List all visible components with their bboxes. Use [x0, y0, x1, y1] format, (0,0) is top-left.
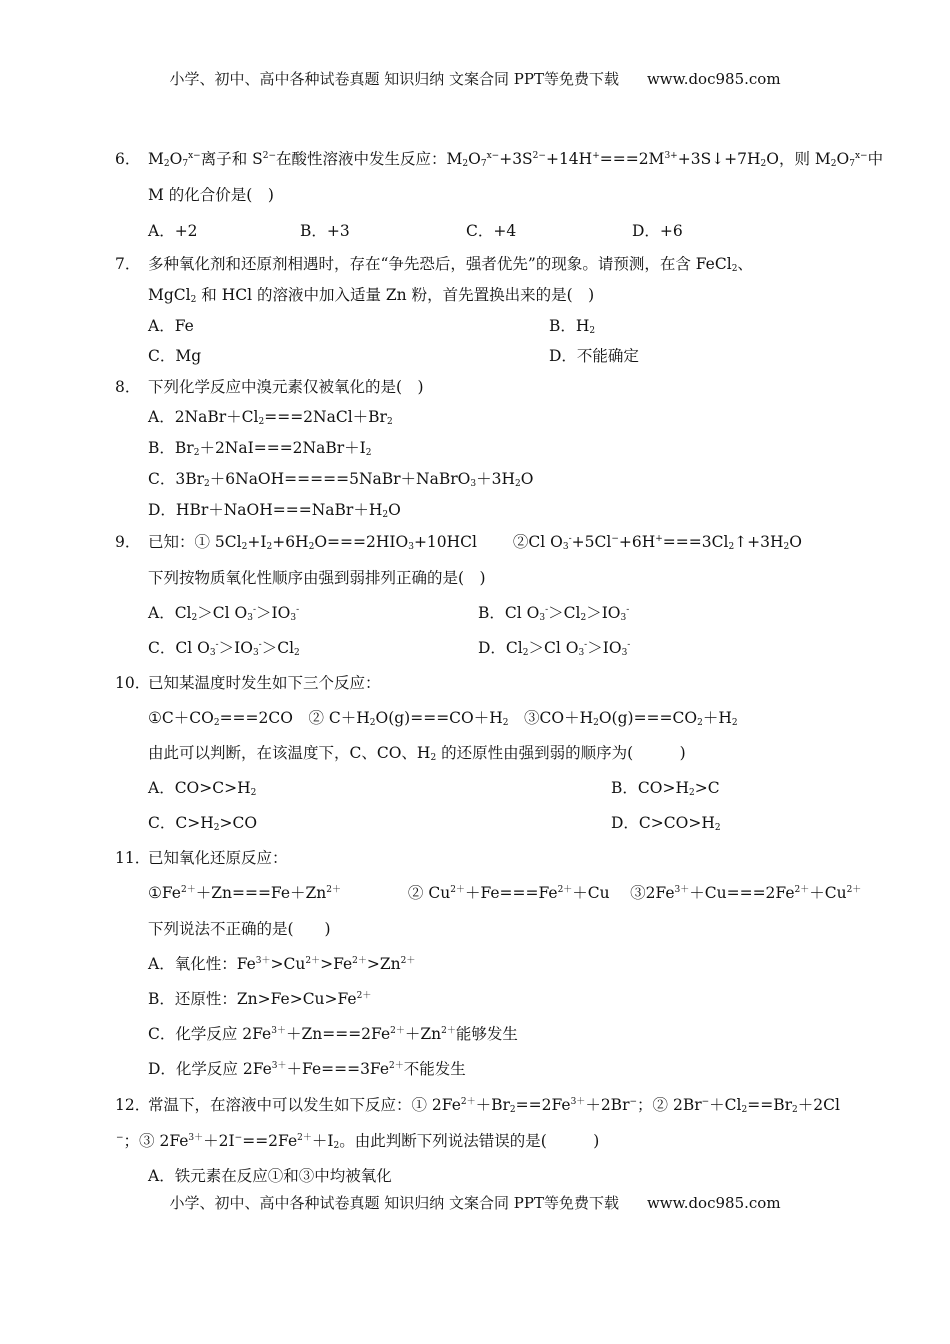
option: C．化学反应 $2Fe^{3+}+Zn===2Fe^{2+}+Zn^{2+}$能够发生 [148, 1025, 518, 1043]
option: D．$C>CO>H_2$ [611, 814, 721, 833]
option: A．氧化性：$Fe^{3+}>Cu^{2+}>Fe^{2+}>Zn^{2+}$ [148, 955, 416, 973]
footer-text: 小学、初中、高中各种试卷真题 知识归纳 文案合同 PPT等免费下载 [169, 1194, 619, 1212]
option: C．Cl $O_3^->IO_3^->Cl_2$ [148, 639, 300, 658]
footer-site: www.doc985.com [646, 1194, 781, 1212]
question-stem: M 的化合价是( ) [148, 186, 274, 204]
question-stem: 下列说法不正确的是( ) [148, 920, 331, 938]
option: D．$Cl_2>Cl$ $O_3^->IO_3^-$ [478, 639, 631, 658]
question-stem: $M_2O_7^{x-}$离子和 $S^{2-}$在酸性溶液中发生反应：$M_2O_7^{x-}+3S^{2-}+14H^+===2M^{3+}+3S↓+7H_2O$，则 $M_2O_7^{x-}$中 [148, 150, 884, 169]
question-stem: 下列化学反应中溴元素仅被氧化的是( ) [148, 378, 424, 396]
option: B．$H_2$ [549, 317, 596, 336]
option: C．$3Br_2+6NaOH=====5NaBr+NaBrO_3+3H_2O$ [148, 470, 534, 489]
option: A．$CO>C>H_2$ [148, 779, 257, 798]
question-number: 10． [115, 674, 151, 692]
question-number: 6． [115, 150, 141, 168]
question-stem: −；③ $2Fe^{3+}+2I^-==2Fe^{2+}+I_2$。由此判断下列说法错误的是( ) [116, 1132, 600, 1151]
question-stem: MgCl$_2$ 和 HCl 的溶液中加入适量 Zn 粉，首先置换出来的是( ) [148, 286, 595, 305]
question-number: 9． [115, 533, 141, 551]
option: C．Mg [148, 347, 202, 365]
question-stem: 已知氧化还原反应： [148, 849, 288, 867]
question-number: 12． [115, 1096, 151, 1114]
option: A．$Cl_2>Cl$ $O_3^->IO_3^-$ [148, 604, 300, 623]
option: D．不能确定 [549, 347, 639, 365]
question-stem: 下列按物质氧化性顺序由强到弱排列正确的是( ) [148, 569, 486, 587]
option: A．铁元素在反应①和③中均被氧化 [148, 1167, 392, 1185]
question-number: 7． [115, 255, 141, 273]
option: D．化学反应 $2Fe^{3+}+Fe===3Fe^{2+}$不能发生 [148, 1060, 466, 1078]
question-stem: $①C+CO_2===2CO$ ② $C+H_2O(g)===CO+H_2$ $③CO+H_2O(g)===CO_2+H_2$ [148, 709, 738, 728]
option: C．$C>H_2>CO$ [148, 814, 258, 833]
option: D．+6 [632, 222, 683, 240]
option: A．+2 [148, 222, 198, 240]
question-number: 8． [115, 378, 141, 396]
option: B．还原性：$Zn>Fe>Cu>Fe^{2+}$ [148, 990, 372, 1008]
option: B．$Br_2+2NaI===2NaBr+I_2$ [148, 439, 372, 458]
header-site: www.doc985.com [646, 70, 781, 88]
question-stem: 已知：① $5Cl_2+I_2+6H_2O===2HIO_3+10HCl$ ②Cl $O_3^-+5Cl^-+6H^+===3Cl_2↑+3H_2O$ [148, 533, 802, 552]
page-footer [0, 1192, 950, 1213]
question-number: 11． [115, 849, 151, 867]
option: A．$2NaBr+Cl_2===2NaCl+Br_2$ [148, 408, 393, 427]
option: B．$CO>H_2>C$ [611, 779, 720, 798]
question-stem: 常温下，在溶液中可以发生如下反应：① $2Fe^{2+}+Br_2==2Fe^{3+}+2Br^-$；② $2Br^-+Cl_2==Br_2+2Cl$ [148, 1096, 840, 1115]
option: A．Fe [148, 317, 194, 335]
header-text: 小学、初中、高中各种试卷真题 知识归纳 文案合同 PPT等免费下载 [169, 70, 619, 88]
question-stem: 已知某温度时发生如下三个反应： [148, 674, 381, 692]
option: B．Cl $O_3^->Cl_2>IO_3^-$ [478, 604, 630, 623]
option: D．$HBr+NaOH===NaBr+H_2O$ [148, 501, 401, 520]
question-stem: $①Fe^{2+}+Zn===Fe+Zn^{2+}$ ② $Cu^{2+}+Fe===Fe^{2+}+Cu$ $③2Fe^{3+}+Cu===2Fe^{2+}+Cu^{2+}$ [148, 884, 862, 902]
question-stem: 多种氧化剂和还原剂相遇时，存在“争先恐后，强者优先”的现象。请预测，在含 FeCl$_2$、 [148, 255, 753, 274]
option: C．+4 [466, 222, 517, 240]
question-stem: 由此可以判断，在该温度下，C、CO、$H_2$ 的还原性由强到弱的顺序为( ) [148, 744, 686, 763]
option: B．+3 [300, 222, 350, 240]
page-header [0, 68, 950, 89]
